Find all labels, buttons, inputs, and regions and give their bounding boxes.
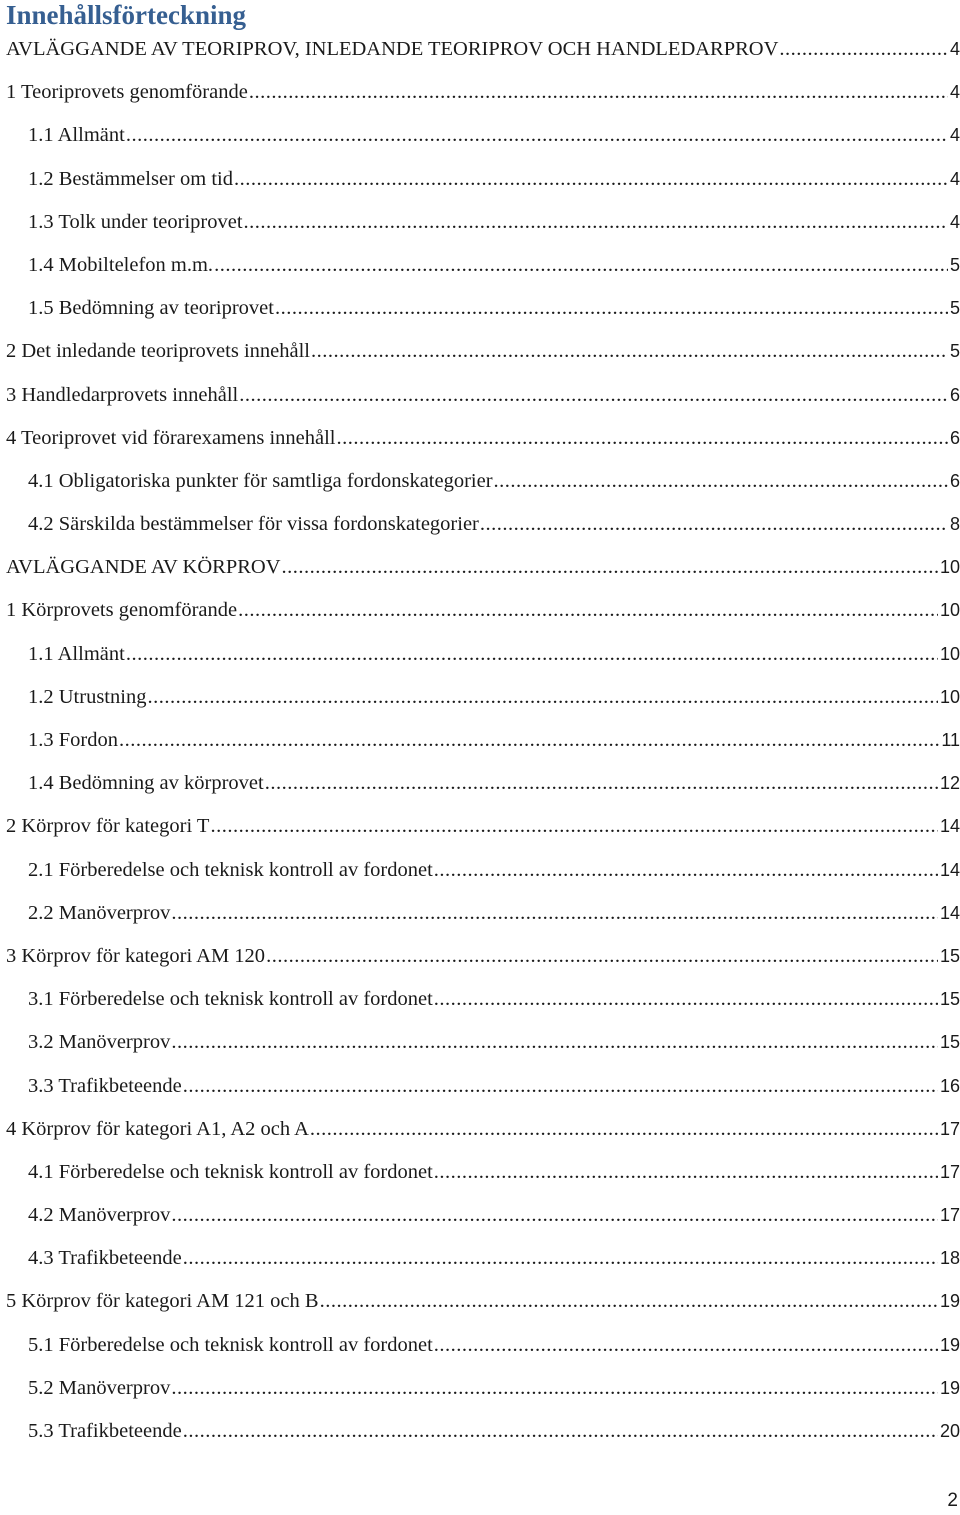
- toc-entry[interactable]: [6, 460, 960, 503]
- toc-entry-title: 3 Handledarprovets innehåll: [6, 383, 239, 406]
- toc-entry-title: 2.2 Manöverprov: [28, 901, 171, 924]
- toc-entry-page-number: 5: [949, 254, 960, 275]
- toc-entry-page-number: 14: [939, 859, 960, 880]
- toc-entry-title: 2.1 Förberedelse och teknisk kontroll av fordonet: [28, 858, 433, 881]
- toc-entry-title: 1.3 Fordon: [28, 729, 118, 751]
- toc-entry[interactable]: [6, 417, 960, 460]
- toc-entry-title: 4 Teoriprovet vid förarexamens innehåll: [6, 426, 336, 449]
- toc-entry-page-number: 5: [949, 298, 960, 319]
- toc-dot-leader: [210, 805, 938, 848]
- toc-entry-page-number: 6: [949, 427, 960, 448]
- toc-dot-leader: [126, 633, 938, 676]
- toc-dot-leader: [310, 1108, 938, 1151]
- toc-dot-leader: [214, 244, 948, 287]
- toc-entry[interactable]: [6, 892, 960, 935]
- toc-dot-leader: [234, 158, 948, 201]
- toc-entry-title: 1.2 Bestämmelser om tid: [28, 167, 233, 190]
- toc-entry[interactable]: [6, 719, 960, 762]
- toc-dot-leader: [480, 503, 948, 546]
- toc-entry-title: AVLÄGGANDE AV KÖRPROV: [6, 556, 281, 579]
- toc-entry-title: 5.3 Trafikbeteende: [28, 1420, 182, 1442]
- page-number: 2: [947, 1490, 958, 1511]
- toc-entry-title: 1.4 Mobiltelefon m.m.: [28, 253, 214, 276]
- toc-entry-page-number: 15: [939, 989, 960, 1010]
- toc-entry-title: 3.3 Trafikbeteende: [28, 1074, 182, 1097]
- toc-entry-page-number: 15: [939, 945, 960, 966]
- toc-entry[interactable]: [6, 1151, 960, 1194]
- toc-dot-leader: [320, 1280, 938, 1323]
- toc-entry[interactable]: [6, 805, 960, 848]
- toc-dot-leader: [275, 287, 948, 330]
- toc-entry-page-number: 20: [939, 1421, 960, 1441]
- toc-entry-title: 5.2 Manöverprov: [28, 1376, 171, 1399]
- toc-dot-leader: [147, 676, 938, 719]
- toc-entry-page-number: 4: [949, 39, 960, 59]
- toc-dot-leader: [119, 719, 939, 762]
- toc-entry[interactable]: [6, 374, 960, 417]
- toc-entry-page-number: 14: [939, 816, 960, 837]
- toc-entry[interactable]: [6, 1324, 960, 1367]
- toc-entry-page-number: 8: [949, 514, 960, 535]
- toc-entry-page-number: 12: [939, 773, 960, 794]
- toc-dot-leader: [266, 935, 938, 978]
- toc-entry-title: 4.2 Särskilda bestämmelser för vissa fordonskategorier: [28, 513, 479, 536]
- toc-entry-title: 1 Teoriprovets genomförande: [6, 81, 248, 104]
- toc-entry-page-number: 10: [939, 686, 960, 707]
- toc-entry-title: 2 Det inledande teoriprovets innehåll: [6, 340, 310, 363]
- toc-dot-leader: [434, 978, 938, 1021]
- toc-dot-leader: [434, 1324, 938, 1367]
- toc-entry[interactable]: [6, 978, 960, 1021]
- toc-entry-page-number: 16: [939, 1075, 960, 1096]
- toc-entry[interactable]: [6, 1237, 960, 1280]
- toc-dot-leader: [183, 1237, 938, 1280]
- toc-entry-title: 4.1 Obligatoriska punkter för samtliga fordonskategorier: [28, 469, 493, 492]
- toc-entry-title: 3.2 Manöverprov: [28, 1031, 171, 1054]
- toc-entry-title: 1.5 Bedömning av teoriprovet: [28, 297, 274, 320]
- toc-entry-page-number: 19: [939, 1377, 960, 1398]
- toc-entry-title: AVLÄGGANDE AV TEORIPROV, INLEDANDE TEORIPROV OCH HANDLEDARPROV: [6, 38, 779, 60]
- toc-entry[interactable]: [6, 1108, 960, 1151]
- toc-entry-page-number: 4: [949, 211, 960, 232]
- toc-entry[interactable]: [6, 158, 960, 201]
- toc-entry-page-number: 19: [939, 1291, 960, 1312]
- toc-entry[interactable]: [6, 244, 960, 287]
- toc-entry-page-number: 6: [949, 470, 960, 491]
- toc-dot-leader: [311, 330, 948, 373]
- toc-entry-page-number: 17: [939, 1118, 960, 1139]
- toc-entry-page-number: 10: [939, 557, 960, 578]
- toc-entry-page-number: 17: [939, 1161, 960, 1182]
- toc-entry-page-number: 4: [949, 125, 960, 146]
- toc-dot-leader: [183, 1065, 938, 1108]
- toc-entry-page-number: 14: [939, 902, 960, 923]
- toc-entry-page-number: 5: [949, 341, 960, 362]
- toc-entry-page-number: 15: [939, 1032, 960, 1053]
- toc-entry[interactable]: [6, 633, 960, 676]
- toc-dot-leader: [171, 1367, 938, 1410]
- toc-dot-leader: [434, 849, 938, 892]
- toc-entry[interactable]: [6, 201, 960, 244]
- toc-entry[interactable]: [6, 1065, 960, 1108]
- toc-entry[interactable]: [6, 1021, 960, 1064]
- toc-entry-title: 1 Körprovets genomförande: [6, 599, 238, 622]
- toc-dot-leader: [779, 28, 948, 71]
- toc-list: [6, 28, 960, 1453]
- toc-entry-page-number: 6: [949, 384, 960, 405]
- toc-entry-page-number: 10: [939, 600, 960, 621]
- toc-dot-leader: [126, 114, 948, 157]
- toc-entry-title: 4.3 Trafikbeteende: [28, 1247, 182, 1270]
- toc-entry[interactable]: [6, 935, 960, 978]
- toc-entry-title: 1.3 Tolk under teoriprovet: [28, 210, 243, 233]
- toc-dot-leader: [249, 71, 948, 114]
- toc-entry-title: 4 Körprov för kategori A1, A2 och A: [6, 1117, 309, 1140]
- toc-entry-title: 1.1 Allmänt: [28, 124, 125, 147]
- toc-entry-page-number: 18: [939, 1248, 960, 1269]
- toc-entry[interactable]: [6, 1194, 960, 1237]
- toc-entry[interactable]: [6, 676, 960, 719]
- toc-entry[interactable]: [6, 1410, 960, 1453]
- toc-entry[interactable]: [6, 503, 960, 546]
- toc-dot-leader: [337, 417, 948, 460]
- toc-entry[interactable]: [6, 589, 960, 632]
- toc-entry-title: 3.1 Förberedelse och teknisk kontroll av fordonet: [28, 988, 433, 1011]
- toc-entry-title: 3 Körprov för kategori AM 120: [6, 944, 266, 967]
- toc-entry-page-number: 19: [939, 1334, 960, 1355]
- toc-dot-leader: [494, 460, 948, 503]
- toc-entry-page-number: 4: [949, 82, 960, 103]
- toc-entry-title: 5.1 Förberedelse och teknisk kontroll av fordonet: [28, 1333, 433, 1356]
- toc-entry-page-number: 4: [949, 168, 960, 189]
- toc-entry[interactable]: [6, 287, 960, 330]
- toc-entry[interactable]: [6, 114, 960, 157]
- toc-entry[interactable]: [6, 28, 960, 71]
- toc-dot-leader: [244, 201, 948, 244]
- toc-entry-title: 5 Körprov för kategori AM 121 och B: [6, 1290, 319, 1313]
- toc-entry[interactable]: [6, 762, 960, 805]
- toc-entry-title: 4.2 Manöverprov: [28, 1204, 171, 1227]
- toc-entry[interactable]: [6, 1280, 960, 1323]
- toc-entry[interactable]: [6, 1367, 960, 1410]
- toc-dot-leader: [239, 374, 948, 417]
- toc-dot-leader: [434, 1151, 938, 1194]
- toc-dot-leader: [183, 1410, 938, 1453]
- toc-entry-title: 1.2 Utrustning: [28, 685, 147, 708]
- toc-entry[interactable]: [6, 546, 960, 589]
- toc-entry-title: 4.1 Förberedelse och teknisk kontroll av fordonet: [28, 1160, 433, 1183]
- toc-entry[interactable]: [6, 71, 960, 114]
- toc-entry-page-number: 17: [939, 1205, 960, 1226]
- toc-dot-leader: [171, 1021, 938, 1064]
- toc-entry-title: 2 Körprov för kategori T: [6, 815, 210, 838]
- toc-entry-title: 1.1 Allmänt: [28, 642, 125, 665]
- toc-entry[interactable]: [6, 330, 960, 373]
- toc-dot-leader: [238, 589, 938, 632]
- toc-entry[interactable]: [6, 849, 960, 892]
- toc-entry-page-number: 10: [939, 643, 960, 664]
- toc-heading: Innehållsförteckning: [6, 0, 247, 30]
- toc-dot-leader: [265, 762, 938, 805]
- toc-dot-leader: [171, 1194, 938, 1237]
- toc-entry-title: 1.4 Bedömning av körprovet: [28, 772, 264, 795]
- toc-dot-leader: [282, 546, 938, 589]
- toc-dot-leader: [171, 892, 938, 935]
- toc-entry-page-number: 11: [941, 730, 960, 750]
